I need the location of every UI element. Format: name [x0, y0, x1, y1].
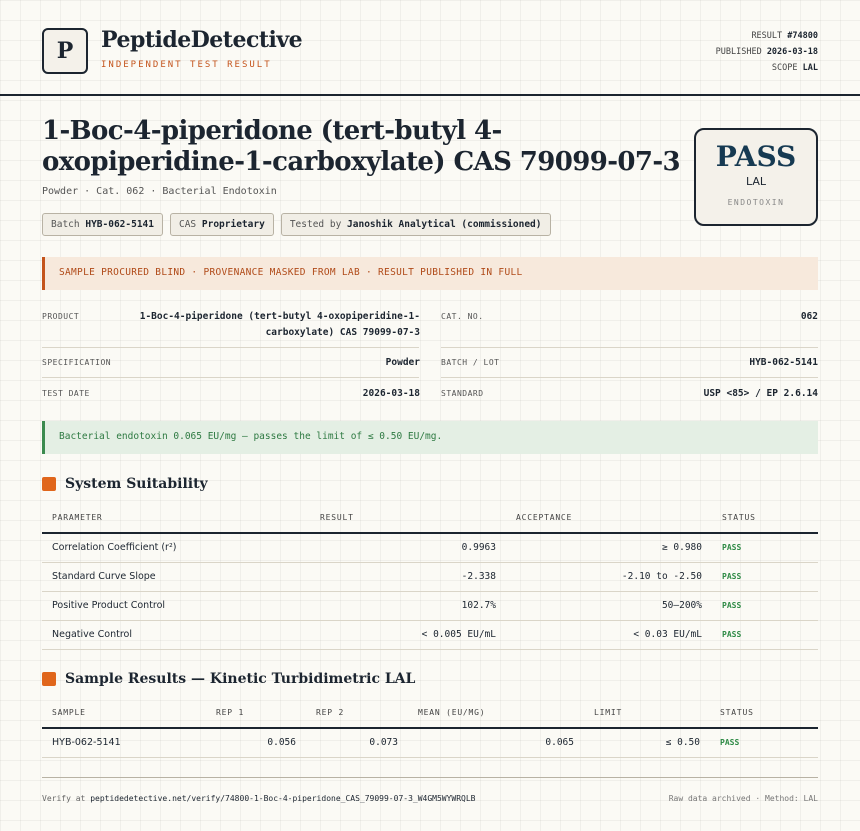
parameter-cell: Positive Product Control — [42, 591, 310, 620]
batch-value: HYB-062-5141 — [749, 357, 818, 368]
parameter-cell: Negative Control — [42, 620, 310, 649]
chip-label: CAS — [178, 219, 197, 230]
parameter-cell: Correlation Coefficient (r²) — [42, 533, 310, 562]
result-cell: -2.338 — [310, 562, 506, 591]
status-badge: PASS — [712, 591, 818, 620]
standard-value: USP <85> / EP 2.6.14 — [703, 388, 818, 399]
test-date-label: TEST DATE — [42, 389, 90, 398]
test-date-value: 2026-03-18 — [362, 388, 420, 399]
result-cell: < 0.005 EU/mL — [310, 620, 506, 649]
brand-logo[interactable]: P — [42, 28, 88, 74]
samples-table — [42, 698, 818, 758]
blind-notice: SAMPLE PROCURED BLIND · PROVENANCE MASKED FROM LAB · RESULT PUBLISHED IN FULL — [42, 257, 818, 290]
acceptance-cell: ≥ 0.980 — [506, 533, 712, 562]
mean-cell: 0.065 — [408, 728, 584, 757]
limit-cell: ≤ 0.50 — [584, 728, 710, 757]
suitability-table — [42, 503, 818, 650]
column-header: LIMIT — [584, 698, 710, 728]
samples-heading — [42, 671, 415, 687]
brand-tagline: INDEPENDENT TEST RESULT — [101, 60, 272, 70]
table-row — [42, 562, 818, 591]
divider — [441, 347, 818, 348]
column-header: PARAMETER — [42, 503, 310, 533]
rep2-cell: 0.073 — [306, 728, 408, 757]
rep1-cell: 0.056 — [206, 728, 306, 757]
acceptance-cell: 50–200% — [506, 591, 712, 620]
chip-value: Janoshik Analytical (commissioned) — [347, 219, 542, 230]
suitability-heading — [42, 476, 208, 492]
published-label: PUBLISHED — [715, 47, 762, 57]
published-date: 2026-03-18 — [766, 47, 818, 57]
verdict-result: PASS — [715, 140, 797, 173]
acceptance-cell: -2.10 to -2.50 — [506, 562, 712, 591]
report-header — [0, 0, 860, 96]
archive-note: Raw data archived · Method: LAL — [668, 794, 818, 803]
page-subtitle: Powder · Cat. 062 · Bacterial Endotoxin — [42, 186, 277, 197]
parameter-cell: Standard Curve Slope — [42, 562, 310, 591]
result-meta — [716, 28, 818, 76]
verdict-badge — [694, 128, 818, 226]
column-header: REP 2 — [306, 698, 408, 728]
column-header: RESULT — [310, 503, 506, 533]
status-badge: PASS — [712, 533, 818, 562]
result-cell: 0.9963 — [310, 533, 506, 562]
sample-cell: HYB-062-5141 — [42, 728, 206, 757]
verify-text — [42, 794, 476, 803]
batch-chip — [42, 213, 163, 236]
chip-label: Tested by — [289, 219, 342, 230]
product-label: PRODUCT — [42, 312, 80, 321]
result-cell: 102.7% — [310, 591, 506, 620]
result-number: #74800 — [787, 31, 818, 41]
table-row — [42, 591, 818, 620]
cas-chip — [170, 213, 274, 236]
result-label: RESULT — [751, 31, 783, 41]
table-header-row — [42, 503, 818, 533]
cat-label: CAT. NO. — [441, 312, 484, 321]
scope-value: LAL — [802, 63, 818, 73]
summary-banner: Bacterial endotoxin 0.065 EU/mg — passes the limit of ≤ 0.50 EU/mg. — [42, 421, 818, 454]
cat-value: 062 — [800, 311, 818, 322]
chip-value: Proprietary — [201, 219, 265, 230]
footer-divider — [42, 777, 818, 778]
column-header: MEAN (EU/MG) — [408, 698, 584, 728]
status-badge: PASS — [712, 562, 818, 591]
column-header: ACCEPTANCE — [506, 503, 712, 533]
table-row — [42, 533, 818, 562]
brand-name[interactable]: PeptideDetective — [101, 27, 303, 53]
status-badge: PASS — [712, 620, 818, 649]
chip-label: Batch — [51, 219, 80, 230]
table-header-row — [42, 698, 818, 728]
standard-label: STANDARD — [441, 389, 484, 398]
table-row — [42, 728, 818, 757]
verdict-category: ENDOTOXIN — [727, 198, 785, 207]
column-header: STATUS — [712, 503, 818, 533]
section-title: Sample Results — Kinetic Turbidimetric LAL — [65, 671, 416, 687]
page-title: 1-Boc-4-piperidone (tert-butyl 4-oxopiperidine-1-carboxylate) CAS 79099-07-3 — [42, 116, 681, 177]
status-badge: PASS — [710, 728, 818, 757]
verify-link[interactable]: peptidedetective.net/verify/74800-1-Boc-4-piperidone_CAS_79099-07-3_W4GM5WYWRQLB — [90, 794, 476, 803]
table-row — [42, 620, 818, 649]
section-marker — [42, 477, 56, 491]
verdict-method: LAL — [745, 175, 767, 188]
scope-label: SCOPE — [771, 63, 798, 73]
chip-value: HYB-062-5141 — [85, 219, 154, 230]
divider — [42, 377, 419, 378]
spec-label: SPECIFICATION — [42, 358, 112, 367]
product-value: 1-Boc-4-piperidone (tert-butyl 4-oxopiperidine-1-carboxylate) CAS 79099-07-3 — [139, 311, 420, 338]
section-marker — [42, 672, 56, 686]
column-header: SAMPLE — [42, 698, 206, 728]
divider — [42, 347, 419, 348]
column-header: STATUS — [710, 698, 818, 728]
acceptance-cell: < 0.03 EU/mL — [506, 620, 712, 649]
divider — [441, 377, 818, 378]
batch-label: BATCH / LOT — [441, 358, 500, 367]
spec-value: Powder — [385, 357, 420, 368]
verify-label: Verify at — [42, 794, 86, 803]
chip-row — [42, 213, 551, 236]
tested-by-chip — [281, 213, 551, 236]
column-header: REP 1 — [206, 698, 306, 728]
section-title: System Suitability — [65, 476, 208, 492]
